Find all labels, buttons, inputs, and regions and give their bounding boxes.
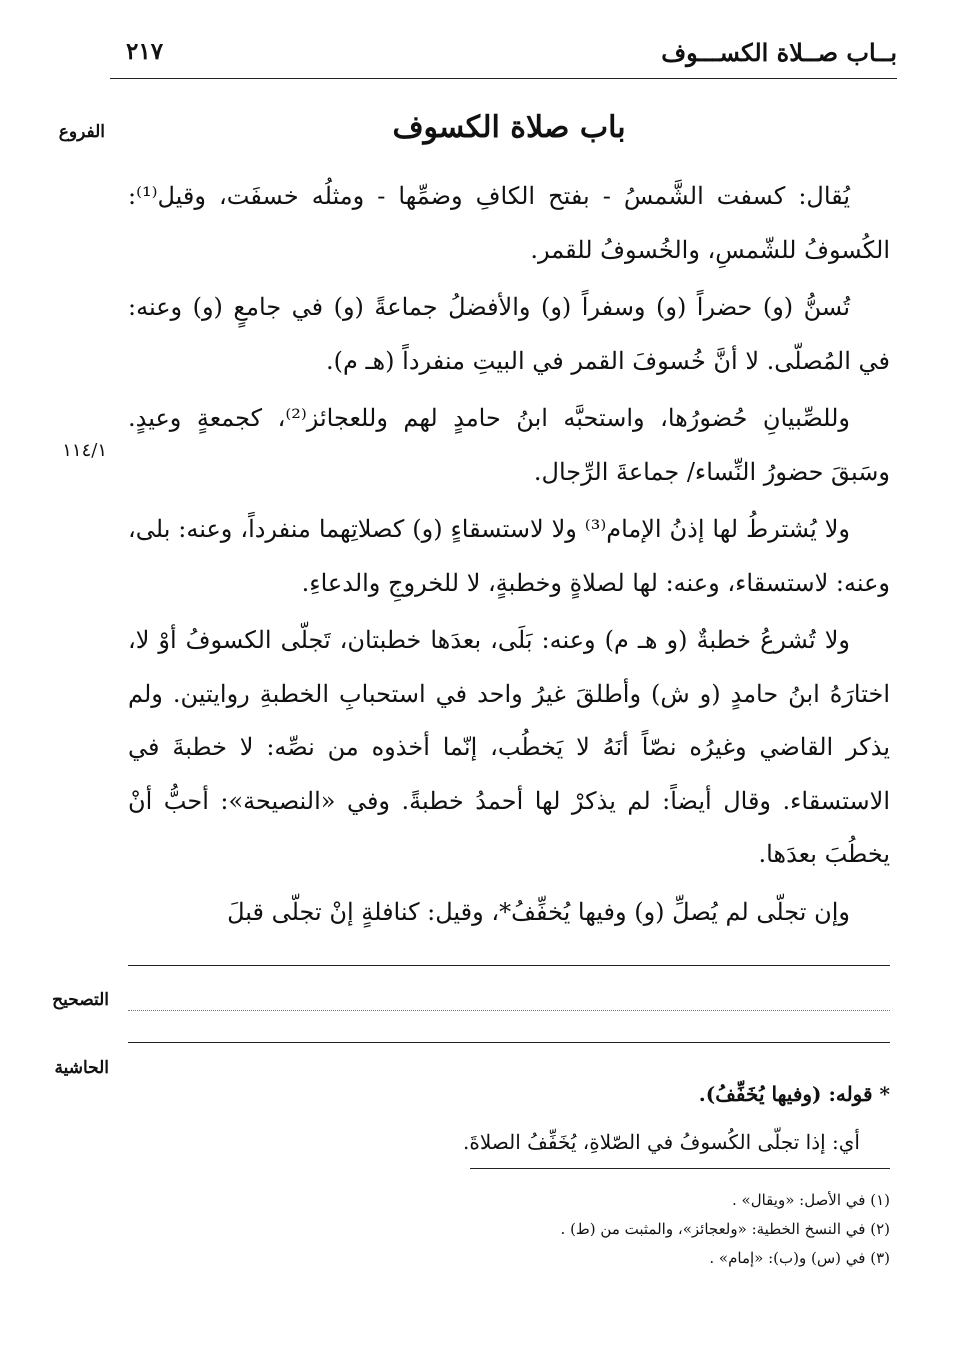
header-rule [110,78,897,79]
hashiya-section [128,1070,890,1166]
hashiya-quote: * قوله: (وفيها يُخَفِّفُ). [698,1082,890,1106]
hashiya-explanation: أي: إذا تجلّى الكُسوفُ في الصّلاةِ، يُخَفِّفُ الصلاةَ. [463,1130,860,1154]
margin-volume-reference: ١١٤/١ [62,440,107,461]
margin-label-tashih: التصحيح [52,990,109,1010]
footnote-divider [470,1168,890,1169]
page-number: ٢١٧ [126,38,164,65]
margin-label-furu: الفروع [58,122,105,142]
paragraph: تُسنُّ (و) حضراً (و) وسفراً (و) والأفضلُ جماعةً (و) في جامعٍ (و) وعنه: في المُصلّى. لا أنَّ خُسوفَ القمر في البيتِ منفرداً (هـ م). [128,293,890,375]
text-divider [128,965,890,966]
footnote: (١) في الأصل: «ويقال» . [732,1191,890,1209]
paragraph: يُقال: كسفت الشَّمسُ - بفتح الكافِ وضمِّها - ومثلُه خسفَت، وقيل⁽¹⁾: الكُسوفُ للشّمسِ، والخُسوفُ للقمر. [128,182,890,264]
margin-label-hashiya: الحاشية [54,1058,109,1078]
chapter-title: باب صلاة الكسوف [392,110,626,145]
running-header [110,38,897,74]
tashih-divider [128,1042,890,1043]
footnotes [128,1186,890,1273]
paragraph: وإن تجلّى لم يُصلِّ (و) وفيها يُخفِّفُ*، وقيل: كنافلةٍ إنْ تجلّى قبلَ [227,897,850,926]
paragraph: وللصِّبيانِ حُضورُها، واستحبَّه ابنُ حامدٍ لهم وللعجائز⁽²⁾، كجمعةٍ وعيدٍ. وسَبقَ حضورُ النِّساء/ جماعةَ الرِّجال. [128,404,890,486]
paragraph: ولا تُشرعُ خطبةٌ (و هـ م) وعنه: بَلَى، بعدَها خطبتان، تَجلّى الكسوفُ أوْ لا، اختارَهُ ابنُ حامدٍ (و ش) وأطلقَ غيرُ واحد في استحبابِ الخطبةِ روايتين. ولم يذكر القاضي وغيرُه نصّاً أنَهُ لا يَخطُب، إنّما أخذوه من نصِّه: لا خطبةَ في الاستسقاء. وقال أيضاً: لم يذكرْ لها أحمدُ خطبةً. وفي «النصيحة»: أحبُّ أنْ يخطُبَ بعدَها. [128,626,890,868]
paragraph: ولا يُشترطُ لها إذنُ الإمام⁽³⁾ ولا لاستسقاءٍ (و) كصلاتِهما منفرداً، وعنه: بلى، وعنه: لاستسقاء، وعنه: لها لصلاةٍ وخطبةٍ، لا للخروجِ والدعاءِ. [128,515,890,597]
footnote: (٢) في النسخ الخطية: «ولعجائز»، والمثبت من (ط) . [560,1220,890,1238]
footnote: (٣) في (س) و(ب): «إمام» . [709,1249,890,1267]
main-text [128,170,890,943]
running-title: بــاب صــلاة الكســـوف [661,38,897,67]
tashih-dotted-line [128,1010,890,1011]
